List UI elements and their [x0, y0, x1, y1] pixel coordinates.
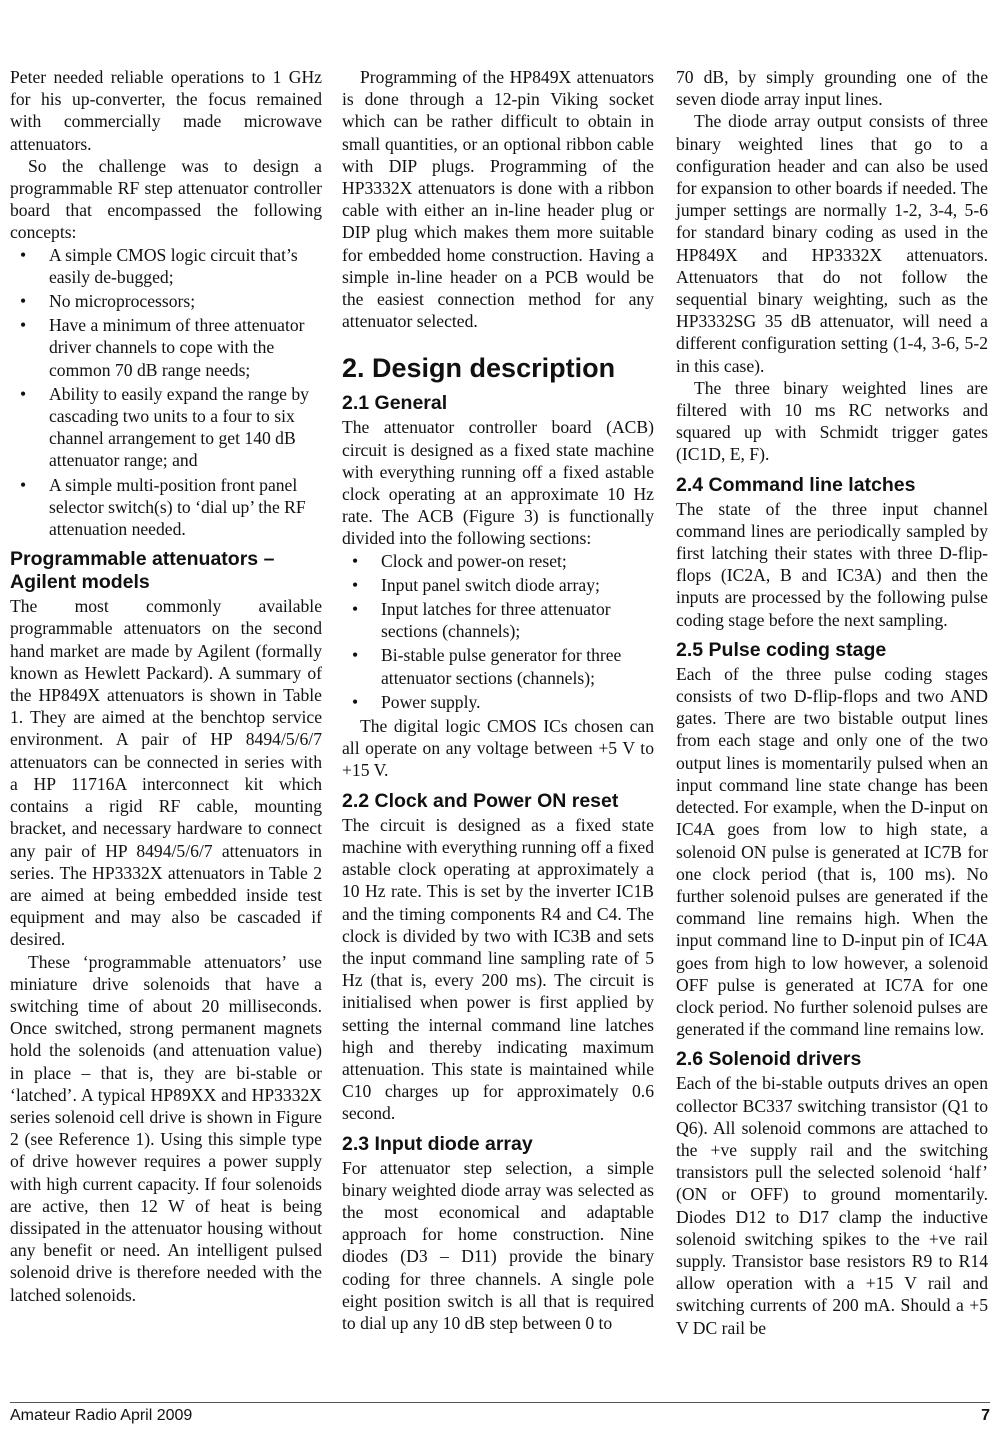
- subheading-solenoid-drivers: 2.6 Solenoid drivers: [676, 1048, 862, 1071]
- paragraph: The digital logic CMOS ICs chosen can all operate on any voltage between +5 V to +15 V.: [342, 716, 654, 781]
- subheading-agilent: Programmable attenuators – Agilent models: [10, 548, 275, 594]
- page-footer: [10, 1402, 990, 1425]
- paragraph: The state of the three input channel command lines are periodically sampled by first latching their states with three D-flip-flops (IC2A, B and IC3A) and then the inputs are processed by the following pulse coding stage before the next sampling.: [676, 498, 988, 630]
- sections-list: [342, 550, 654, 713]
- list-item: • Have a minimum of three attenuator driver channels to cope with the common 70 dB range needs;: [10, 314, 322, 381]
- list-item: • No microprocessors;: [10, 290, 322, 312]
- list-item: • Power supply.: [342, 691, 654, 713]
- subheading-clock: 2.2 Clock and Power ON reset: [342, 789, 619, 812]
- paragraph: These ‘programmable attenuators’ use miniature drive solenoids that have a switching time of about 20 milliseconds. Once switched, strong permanent magnets hold the solenoids (and attenuation value) in place – that is, they are bi-stable or ‘latched’. A typical HP89XX and HP3332X series solenoid cell drive is shown in Figure 2 (see Reference 1). Using this simple type of drive however requires a power supply with high current capacity. If four solenoids are active, then 12 W of heat is being dissipated in the attenuator housing without any benefit or need. An intelligent pulsed solenoid drive is therefore needed with the latched solenoids.: [10, 951, 322, 1305]
- text-column-2: [342, 66, 654, 1334]
- paragraph: Each of the three pulse coding stages consists of two D-flip-flops and two AND gates. There are two bistable output lines from each stage and only one of the two output lines is momentarily pulsed when an input command line state change has been detected. For example, when the D-input on IC4A goes from low to high state, a solenoid ON pulse is generated at IC7B for one clock period (that is, 100 ms). No further solenoid pulses are generated if the command line remains high. When the input command line to D-input pin of IC4A goes from high to low however, a solenoid OFF pulse is generated at IC7A for one clock period. No further solenoid pulses are generated if the command line remains low.: [676, 663, 988, 1040]
- paragraph: Each of the bi-stable outputs drives an open collector BC337 switching transistor (Q1 to Q6). All solenoid commons are attached to the +ve supply rail and the switching transistors pull the selected solenoid ‘half’ (ON or OFF) to ground momentarily. Diodes D12 to D17 clamp the inductive solenoid switching spikes to the +ve rail supply. Transistor base resistors R9 to R14 allow operation with a +15 V rail and switching currents of 200 mA. Should a +5 V DC rail be: [676, 1073, 988, 1338]
- subheading-pulse-coding: 2.5 Pulse coding stage: [676, 638, 887, 661]
- list-item: • Ability to easily expand the range by cascading two units to a four to six channel arrangement to get 140 dB attenuator range; and: [10, 383, 322, 472]
- subheading-command-latches: 2.4 Command line latches: [676, 473, 916, 496]
- text-column-3: [676, 66, 988, 1339]
- subheading-general: 2.1 General: [342, 392, 448, 415]
- list-item: • A simple CMOS logic circuit that’s easily de-bugged;: [10, 244, 322, 288]
- paragraph: The diode array output consists of three binary weighted lines that go to a configuration header and can also be used for expansion to other boards if needed. The jumper settings are normally 1-2, 3-4, 5-6 for standard binary coding as used in the HP849X and HP3332X attenuators. Attenuators that do not follow the sequential binary weighting, such as the HP3332SG 35 dB attenuator, will need a different configuration setting (1-4, 3-6, 5-2 in this case).: [676, 111, 988, 376]
- list-item: • Clock and power-on reset;: [342, 550, 654, 572]
- list-item: • Input latches for three attenuator sections (channels);: [342, 598, 654, 642]
- list-item: • Bi-stable pulse generator for three attenuator sections (channels);: [342, 644, 654, 688]
- paragraph: The most commonly available programmable attenuators on the second hand market are made by Agilent (formally known as Hewlett Packard). A summary of the HP849X attenuators is shown in Table 1. They are aimed at the benchtop service environment. A pair of HP 8494/5/6/7 attenuators can be connected in series with a HP 11716A interconnect kit which contains a rigid RF cable, mounting bracket, and necessary hardware to connect any pair of HP 8494/5/6/7 attenuators in series. The HP3332X attenuators in Table 2 are aimed at being embedded inside test equipment and may also be cascaded if desired.: [10, 596, 322, 950]
- concepts-list: [10, 244, 322, 541]
- paragraph: The attenuator controller board (ACB) circuit is designed as a fixed state machine with everything running off a fixed astable clock operating at an approximate 10 Hz rate. The ACB (Figure 3) is functionally divided into the following sections:: [342, 417, 654, 549]
- list-item: • A simple multi-position front panel selector switch(s) to ‘dial up’ the RF attenuation needed.: [10, 474, 322, 541]
- paragraph: Programming of the HP849X attenuators is done through a 12-pin Viking socket which can be rather difficult to obtain in small quantities, or an optional ribbon cable with DIP plugs. Programming of the HP3332X attenuators is done with a ribbon cable with either an in-line header plug or DIP plug which makes them more suitable for embedded home construction. Having a simple in-line header on a PCB would be the easiest connection method for any attenuator selected.: [342, 67, 654, 332]
- paragraph: The circuit is designed as a fixed state machine with everything running off a fixed astable clock operating at approximately a 10 Hz rate. This is set by the inverter IC1B and the timing components R4 and C4. The clock is divided by two with IC3B and sets the input command line sampling rate of 5 Hz (that is, every 200 ms). The circuit is initialised when power is first applied by setting the internal command line latches high and thereby indicating maximum attenuation. This state is maintained while C10 charges up for approximately 0.6 second.: [342, 814, 654, 1124]
- paragraph: So the challenge was to design a programmable RF step attenuator controller board that encompassed the following concepts:: [10, 155, 322, 243]
- paragraph: Peter needed reliable operations to 1 GHz for his up-converter, the focus remained with commercially made microwave attenuators.: [10, 67, 322, 154]
- text-column-1: [10, 66, 322, 1306]
- list-item: • Input panel switch diode array;: [342, 574, 654, 596]
- section-heading-design: 2. Design description: [342, 353, 616, 384]
- paragraph: 70 dB, by simply grounding one of the seven diode array input lines.: [676, 67, 988, 110]
- publication-name: Amateur Radio April 2009: [10, 1407, 193, 1424]
- page-number: 7: [981, 1407, 990, 1424]
- paragraph: The three binary weighted lines are filtered with 10 ms RC networks and squared up with Schmidt trigger gates (IC1D, E, F).: [676, 377, 988, 465]
- paragraph: For attenuator step selection, a simple binary weighted diode array was selected as the most economical and adaptable approach for home construction. Nine diodes (D3 – D11) provide the binary coding for three channels. A single pole eight position switch is all that is required to dial up any 10 dB step between 0 to: [342, 1157, 654, 1333]
- subheading-diode-array: 2.3 Input diode array: [342, 1132, 533, 1155]
